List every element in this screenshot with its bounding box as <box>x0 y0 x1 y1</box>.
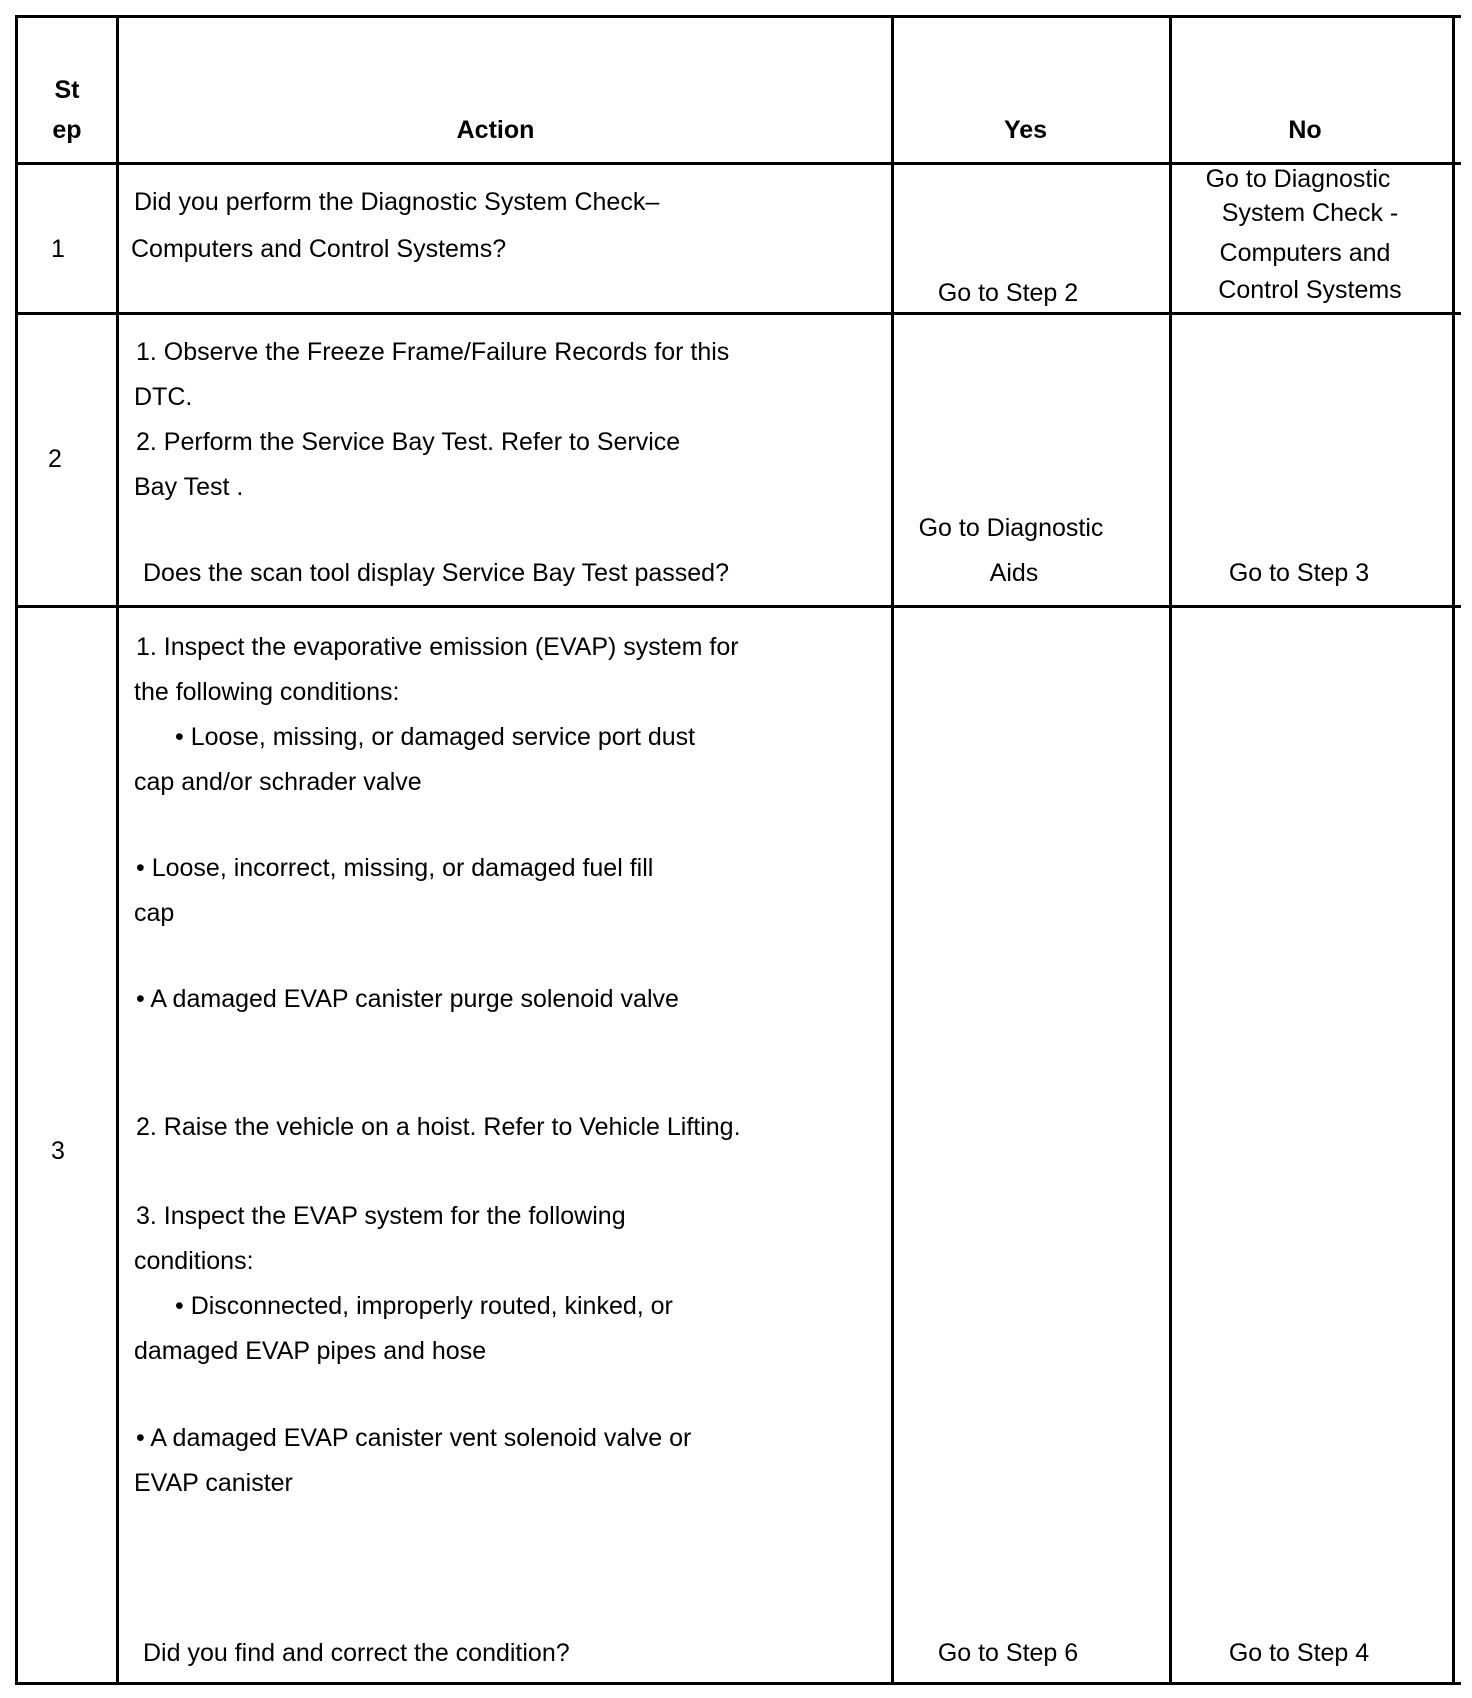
row1-divider <box>15 312 1461 315</box>
row3-line4: cap and/or schrader valve <box>134 768 422 796</box>
row3-line9: 3. Inspect the EVAP system for the following <box>136 1202 626 1230</box>
row3-line12: damaged EVAP pipes and hose <box>134 1337 487 1365</box>
header-action: Action <box>456 116 535 144</box>
row1-no-line3: Computers and <box>1219 239 1391 267</box>
row3-line11: • Disconnected, improperly routed, kinked, or <box>175 1292 673 1320</box>
header-no: No <box>1288 116 1322 144</box>
row1-action-line2: Computers and Control Systems? <box>131 235 507 263</box>
row3-yes: Go to Step 6 <box>937 1639 1079 1667</box>
row3-line13: • A damaged EVAP canister vent solenoid valve or <box>136 1424 692 1452</box>
row2-question: Does the scan tool display Service Bay Test passed? <box>143 559 729 587</box>
header-yes: Yes <box>1003 116 1048 144</box>
header-step-part2: ep <box>52 116 82 144</box>
row3-no: Go to Step 4 <box>1228 1639 1370 1667</box>
row3-line14: EVAP canister <box>134 1469 293 1497</box>
row2-action-line4: Bay Test . <box>134 473 244 501</box>
row3-question: Did you find and correct the condition? <box>143 1639 570 1667</box>
row2-divider <box>15 605 1461 608</box>
row3-line7: • A damaged EVAP canister purge solenoid valve <box>136 985 679 1013</box>
row1-step: 1 <box>51 235 65 263</box>
row3-line2: the following conditions: <box>134 678 400 706</box>
action-column-divider <box>891 15 894 1685</box>
row1-no-line2: System Check - <box>1221 199 1399 227</box>
table-border-top <box>15 15 1461 18</box>
row2-action-line3: 2. Perform the Service Bay Test. Refer to Service <box>136 428 681 456</box>
row1-no-line4: Control Systems <box>1218 276 1402 304</box>
row3-line1: 1. Inspect the evaporative emission (EVAP) system for <box>136 633 739 661</box>
row2-yes-line1: Go to Diagnostic <box>918 514 1104 542</box>
row1-action-line1: Did you perform the Diagnostic System Check– <box>134 188 660 216</box>
row3-line3: • Loose, missing, or damaged service port dust <box>175 723 696 751</box>
row3-line6: cap <box>134 899 175 927</box>
row2-yes-line2: Aids <box>989 559 1039 587</box>
table-border-right <box>1452 15 1455 1685</box>
table-border-bottom <box>15 1682 1461 1685</box>
row2-no: Go to Step 3 <box>1228 559 1370 587</box>
row1-yes: Go to Step 2 <box>937 279 1079 307</box>
row3-line8: 2. Raise the vehicle on a hoist. Refer to Vehicle Lifting. <box>136 1113 741 1141</box>
row2-action-line1: 1. Observe the Freeze Frame/Failure Records for this <box>136 338 730 366</box>
row3-line5: • Loose, incorrect, missing, or damaged fuel fill <box>136 854 654 882</box>
row3-line10: conditions: <box>134 1247 254 1275</box>
header-step-part1: St <box>54 76 80 104</box>
step-column-divider <box>116 15 119 1685</box>
row2-action-line2: DTC. <box>134 383 193 411</box>
row1-no-line1: Go to Diagnostic <box>1205 165 1391 193</box>
row2-step: 2 <box>48 445 62 473</box>
table-border-left <box>15 15 18 1685</box>
row3-step: 3 <box>51 1137 65 1165</box>
